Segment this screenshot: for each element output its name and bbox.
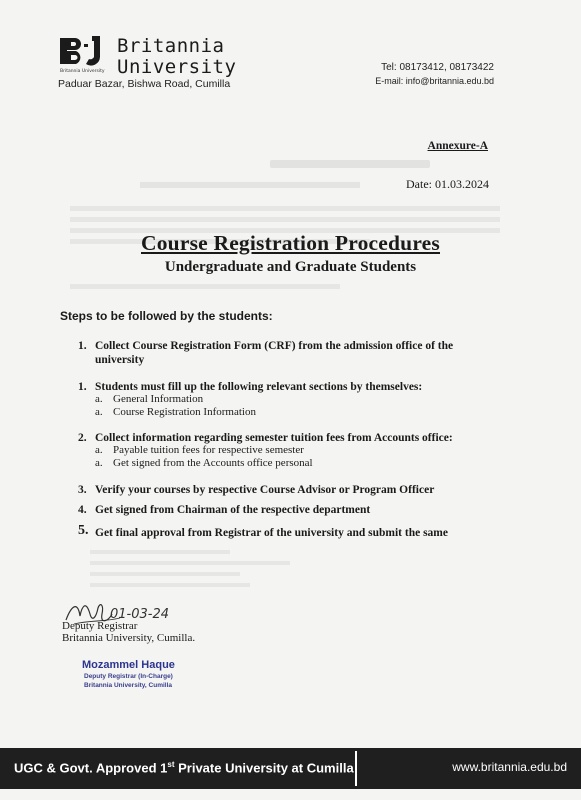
- sub-item-text: Payable tuition fees for respective semester: [113, 444, 304, 456]
- annexure-label: Annexure-A: [427, 140, 488, 152]
- step-text: Collect Course Registration Form (CRF) from the admission office of the university: [95, 340, 454, 366]
- sub-item-letter: a.: [95, 457, 103, 469]
- footer-tagline-suffix: Private University at Cumilla: [174, 760, 354, 776]
- university-address: Paduar Bazar, Bishwa Road, Cumilla: [58, 78, 231, 90]
- contact-telephone: Tel: 08173412, 08173422: [381, 62, 494, 73]
- footer-banner: [0, 748, 581, 789]
- footer-tagline: [14, 760, 354, 775]
- footer-website-link[interactable]: www.britannia.edu.bd: [452, 760, 567, 774]
- footer-tagline-prefix: UGC & Govt. Approved 1: [14, 760, 168, 776]
- sub-item-text: General Information: [113, 393, 204, 405]
- steps-heading: Steps to be followed by the students:: [60, 309, 273, 323]
- stamp-designation: Deputy Registrar (In-Charge): [84, 673, 173, 680]
- step-text: Students must fill up the following relevant sections by themselves:: [95, 381, 423, 393]
- sub-item-text: Course Registration Information: [113, 406, 256, 418]
- university-name: [117, 36, 236, 78]
- stamp-name: Mozammel Haque: [82, 659, 175, 671]
- step-number: 1.: [78, 381, 87, 393]
- step-number: 3.: [78, 484, 87, 496]
- step-text: Collect information regarding semester tuition fees from Accounts office:: [95, 432, 453, 444]
- step-text: Get final approval from Registrar of the university and submit the same: [95, 527, 448, 539]
- sub-item-letter: a.: [95, 444, 103, 456]
- contact-email: E-mail: info@britannia.edu.bd: [375, 76, 494, 86]
- step-number: 2.: [78, 432, 87, 444]
- britannia-logo-icon: [58, 34, 110, 76]
- signatory-organization: Britannia University, Cumilla.: [62, 632, 196, 644]
- logo-caption: Britannia University: [60, 69, 105, 74]
- stamp-organization: Britannia University, Cumilla: [84, 682, 173, 689]
- step-number: 1.: [78, 340, 87, 352]
- step-number: 4.: [78, 504, 87, 516]
- footer-tagline-sup: st: [167, 760, 175, 769]
- step-text: Verify your courses by respective Course Advisor or Program Officer: [95, 484, 435, 496]
- sub-item-text: Get signed from the Accounts office personal: [113, 457, 313, 469]
- step-number: 5.: [78, 523, 89, 538]
- step-text: Get signed from Chairman of the respective department: [95, 504, 371, 516]
- page-title: Course Registration Procedures: [141, 231, 440, 255]
- university-name-line1: Britannia: [117, 35, 225, 57]
- notice-date: Date: 01.03.2024: [406, 177, 489, 191]
- page-subtitle: Undergraduate and Graduate Students: [164, 259, 417, 275]
- sub-item-letter: a.: [95, 393, 103, 405]
- university-name-line2: University: [117, 56, 237, 78]
- signature-date: 01-03-24: [110, 607, 170, 622]
- sub-item-letter: a.: [95, 406, 103, 418]
- footer-divider: [355, 751, 357, 786]
- signatory-title: Deputy Registrar: [62, 620, 138, 632]
